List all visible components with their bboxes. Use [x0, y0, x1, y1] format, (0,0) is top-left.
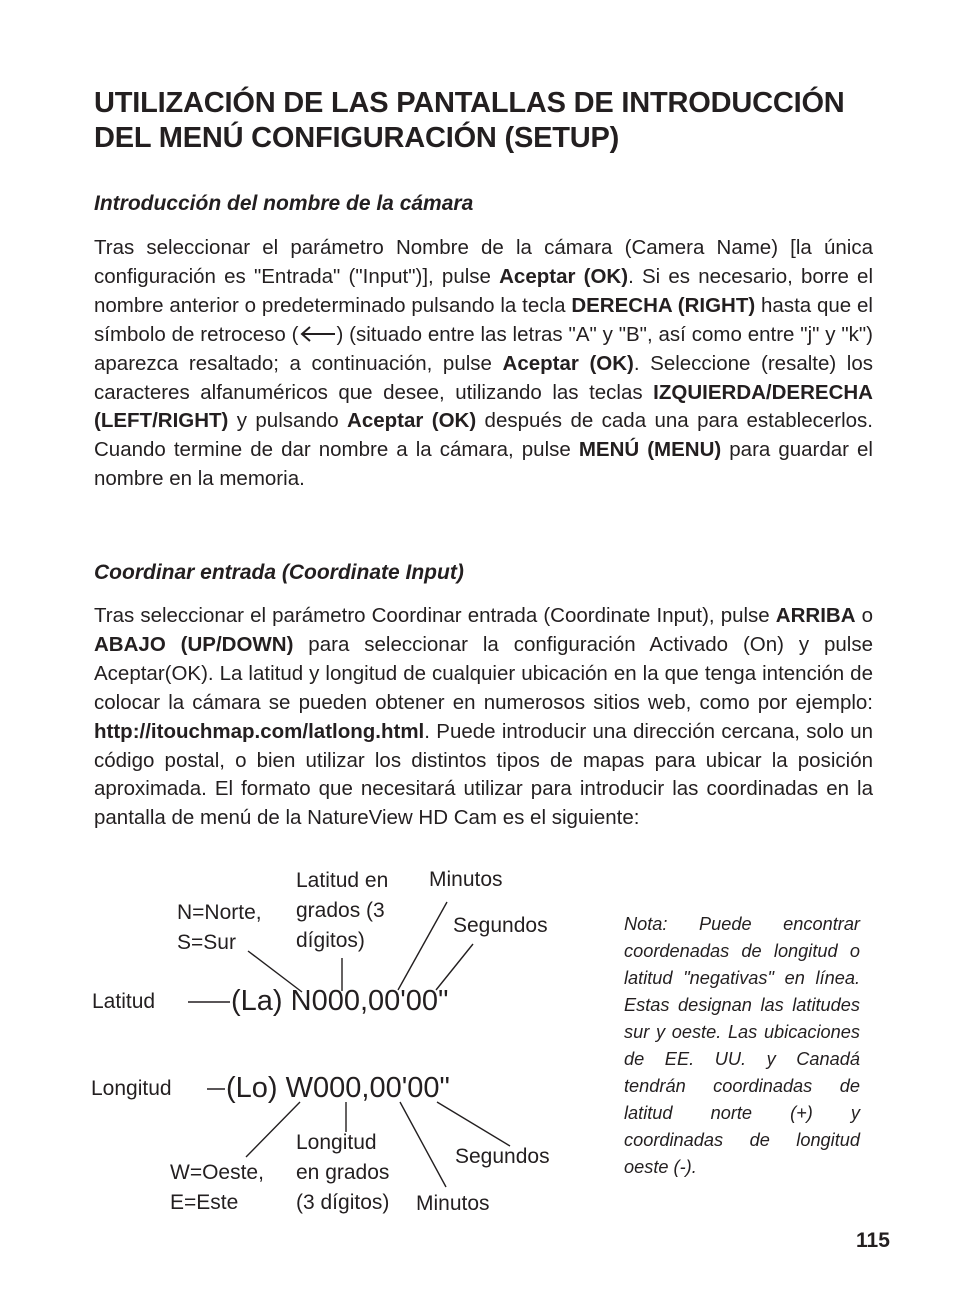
we-pointer	[246, 1102, 300, 1157]
latitude-format: (La) N000,00'00"	[231, 985, 449, 1017]
lon-minutes-pointer	[400, 1102, 446, 1187]
lon-seconds-label: Segundos	[455, 1145, 550, 1168]
ns-label: N=Norte, S=Sur	[177, 901, 262, 954]
paragraph-camera-name: Tras seleccionar el parámetro Nombre de la cámara (Camera Name) [la única configuración es "Entrada" ("Input")], pulse Aceptar (OK). Si es necesario, borre el nombre anterior o predeterminado pulsando la tecla DERECHA (RIGHT) hasta que el símbolo de retroceso ( ) (situado entre las letras "A" y "B", así como entre "j" y "k") aparezca resaltado; a continuación, pulse Aceptar (OK). Seleccione (resalte) los caracteres alfanuméricos que desee, utilizando las teclas IZQUIERDA/DERECHA (LEFT/RIGHT) y pulsando Aceptar (OK) después de cada una para establecerlos. Cuando termine de dar nombre a la cámara, pulse MENÚ (MENU) para guardar el nombre en la memoria.	[94, 236, 874, 491]
lon-seconds-pointer	[437, 1102, 510, 1146]
section-title-camera-name: Introducción del nombre de la cámara	[94, 192, 474, 215]
we-label: W=Oeste, E=Este	[170, 1161, 264, 1214]
lat-minutes-pointer	[398, 902, 447, 990]
lat-seconds-pointer	[436, 944, 473, 990]
side-note: Nota: Puede encontrar coordenadas de longitud o latitud "negativas" en línea. Estas designan las latitudes sur y oeste. Las ubicaciones de EE. UU. y Canadá tendrán coordinadas de latitud norte (+) y coordinadas de longitud oeste (-).	[624, 914, 860, 1177]
heading-line-2: DEL MENÚ CONFIGURACIÓN (SETUP)	[94, 122, 620, 154]
lat-seconds-label: Segundos	[453, 914, 548, 937]
longitude-format: (Lo) W000,00'00"	[226, 1072, 450, 1104]
heading-line-1: UTILIZACIÓN DE LAS PANTALLAS DE INTRODUCCIÓN	[94, 87, 845, 119]
section-title-coordinate-input: Coordinar entrada (Coordinate Input)	[94, 561, 464, 584]
page-number: 115	[856, 1229, 890, 1252]
lon-degrees-label: Longitud en grados (3 dígitos)	[296, 1131, 390, 1214]
lat-minutes-label: Minutos	[429, 868, 503, 891]
longitude-label: Longitud	[91, 1077, 172, 1100]
lat-degrees-label: Latitud en grados (3 dígitos)	[296, 869, 389, 952]
latitude-label: Latitud	[92, 990, 156, 1013]
lon-minutes-label: Minutos	[416, 1192, 490, 1215]
paragraph-coordinate-input: Tras seleccionar el parámetro Coordinar entrada (Coordinate Input), pulse ARRIBA o ABAJO (UP/DOWN) para seleccionar la configuración Activado (On) y pulse Aceptar(OK). La latitud y longitud de cualquier ubicación en la que tenga intención de colocar la cámara se pueden obtener en numerosos sitios web, como por ejemplo: http://itouchmap.com/latlong.html. Puede introducir una dirección cercana, solo un código postal, o bien utilizar los distintos tipos de mapas para ubicar la posición aproximada. El formato que necesitará utilizar para introducir las coordinadas en la pantalla de menú de la NatureView HD Cam es el siguiente:	[94, 604, 874, 830]
